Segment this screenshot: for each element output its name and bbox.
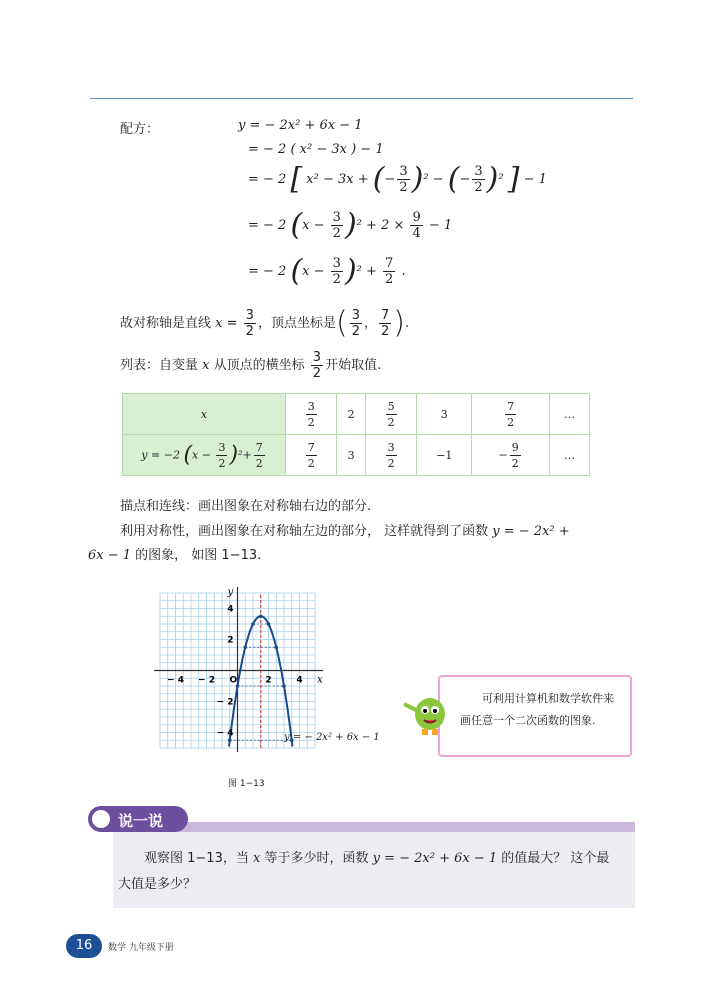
x-tick-label: − 4 [167, 675, 184, 686]
y-tick-label: 4 [227, 604, 234, 615]
x-axis-label: x [317, 674, 323, 686]
y-header: y = −2 (x − $\frac{3}{2}$ )²+ $\frac{7}{2}$ [123, 435, 286, 476]
x-tick-label: − 2 [198, 675, 215, 686]
derivation-label: 配方： [120, 122, 160, 137]
derivation-line-4: = − 2 (x − $\frac{3}{2}$ )² + 2 × $\frac{9}{4}$ − 1 [248, 207, 453, 243]
y-tick-label: − 4 [216, 728, 234, 739]
derivation-line-3: = − 2 [ x² − 3x + (− $\frac{3}{2}$ )² − (− $\frac{3}{2}$ )² ] − 1 [248, 161, 547, 197]
y-cell-5: − $\frac{9}{2}$ [472, 435, 550, 476]
x-cell-6: … [549, 394, 589, 435]
derivation-line-2: = − 2 ( x² − 3x ) − 1 [248, 142, 384, 157]
symmetry-axis-sentence: 故对称轴是直线 x = $\frac{3}{2}$ ，顶点坐标是( $\frac{3}{2}$ ， $\frac{7}{2}$ ). [120, 305, 410, 341]
x-cell-3: $\frac{5}{2}$ [365, 394, 416, 435]
y-cell-1: $\frac{7}{2}$ [286, 435, 337, 476]
y-cell-4: −1 [417, 435, 472, 476]
curve-label: y = − 2x² + 6x − 1 [284, 732, 380, 743]
say-question: 观察图 1−13，当 x 等于多少时，函数 y = − 2x² + 6x − 1 的值最大？ 这个最大值是多少？ [118, 851, 610, 892]
x-cell-4: 3 [417, 394, 472, 435]
table-row-x [123, 394, 590, 435]
describe-right-half: 描点和连线：画出图象在对称轴右边的部分. [120, 499, 372, 514]
origin-label: O [229, 675, 238, 686]
table-row-y [123, 435, 590, 476]
x-cell-5: $\frac{7}{2}$ [472, 394, 550, 435]
y-cell-6: … [549, 435, 589, 476]
top-rule [90, 98, 633, 99]
value-table [122, 393, 590, 476]
x-cell-2: 2 [337, 394, 366, 435]
y-cell-2: 3 [337, 435, 366, 476]
x-tick-label: 4 [296, 675, 303, 686]
y-tick-label: − 2 [216, 697, 234, 708]
mascot-icon [400, 690, 450, 738]
y-tick-label: 2 [227, 635, 234, 646]
tip-text: 可利用计算机和数学软件来画任意一个二次函数的图象. [460, 692, 614, 727]
describe-symmetry: 利用对称性，画出图象在对称轴左边的部分， 这样就得到了函数 y = − 2x² + [120, 524, 570, 539]
y-axis-label: y [227, 587, 234, 598]
derivation-line-5: = − 2 (x − $\frac{3}{2}$ )² + $\frac{7}{2}$ . [248, 253, 406, 289]
x-header: x [123, 394, 286, 435]
y-cell-3: $\frac{3}{2}$ [365, 435, 416, 476]
parabola-graph [150, 583, 385, 773]
x-cell-1: $\frac{3}{2}$ [286, 394, 337, 435]
figure-caption: 图 1−13 [228, 779, 265, 789]
table-intro: 列表：自变量 x 从顶点的横坐标 $\frac{3}{2}$ 开始取值. [120, 350, 382, 381]
footer-book-title: 数学 九年级下册 [108, 943, 174, 953]
chat-bubble-icon [92, 810, 110, 828]
x-tick-label: 2 [265, 675, 272, 686]
say-title: 说一说 [118, 812, 164, 830]
derivation-line-1: y = − 2x² + 6x − 1 [238, 118, 363, 133]
describe-figure-ref: 6x − 1 的图象， 如图 1−13. [88, 548, 262, 563]
page-number: 16 [66, 934, 102, 958]
